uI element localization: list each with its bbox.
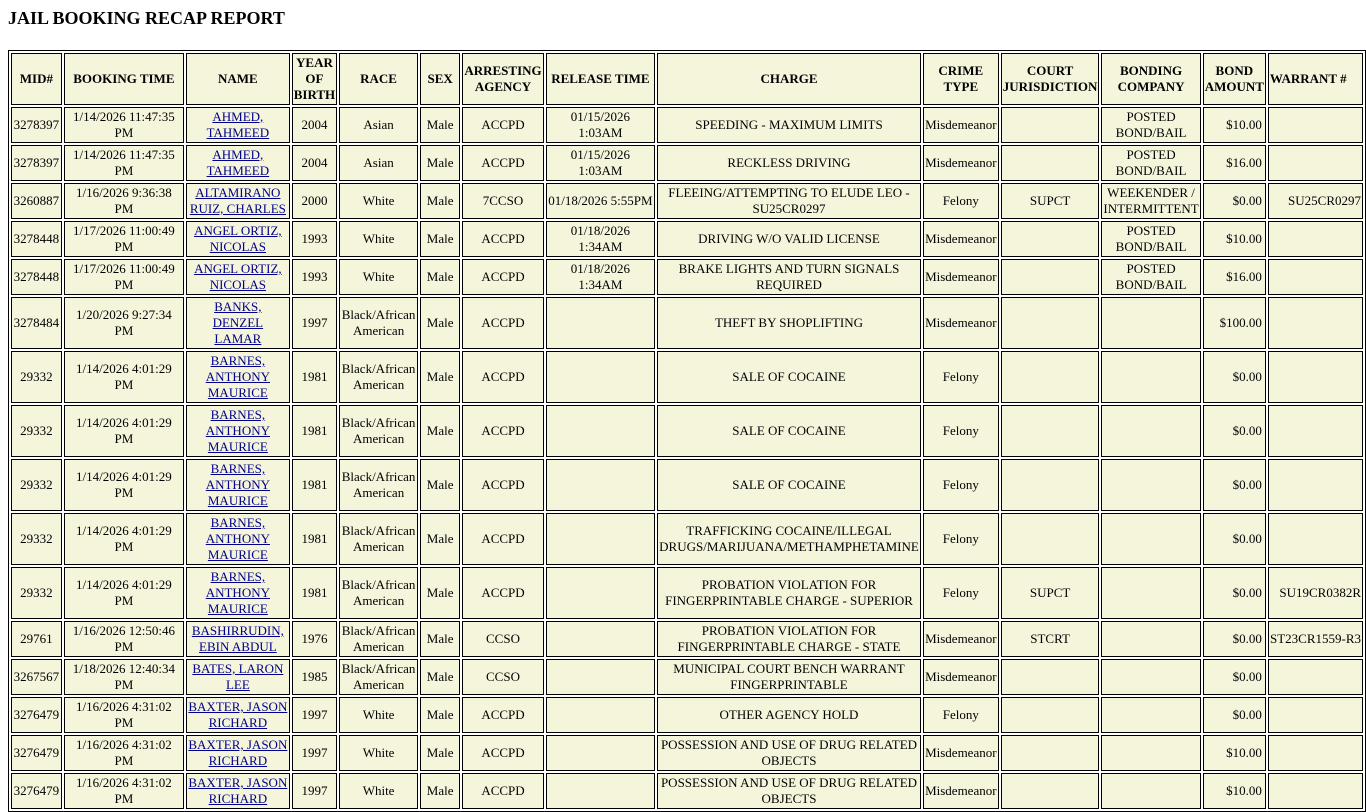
cell-booking-time: 1/14/2026 4:01:29 PM	[64, 513, 184, 565]
cell-arresting-agency: ACCPD	[462, 459, 543, 511]
cell-bond-amount: $10.00	[1203, 735, 1266, 771]
cell-court-jurisdiction	[1001, 513, 1100, 565]
cell-name	[186, 773, 290, 809]
cell-year-of-birth: 1997	[292, 697, 337, 733]
cell-arresting-agency: ACCPD	[462, 513, 543, 565]
cell-sex: Male	[420, 107, 460, 143]
cell-charge: SPEEDING - MAXIMUM LIMITS	[657, 107, 921, 143]
cell-warrant	[1268, 459, 1363, 511]
cell-mid: 3278397	[11, 107, 62, 143]
cell-warrant: SU19CR0382R	[1268, 567, 1363, 619]
cell-arresting-agency: CCSO	[462, 659, 543, 695]
header-arresting-agency: ARRESTING AGENCY	[462, 53, 543, 105]
cell-booking-time: 1/16/2026 4:31:02 PM	[64, 773, 184, 809]
cell-mid: 3278397	[11, 145, 62, 181]
header-release-time: RELEASE TIME	[546, 53, 656, 105]
cell-release-time: 01/15/2026 1:03AM	[546, 145, 656, 181]
cell-year-of-birth: 1981	[292, 405, 337, 457]
cell-warrant	[1268, 513, 1363, 565]
cell-release-time	[546, 513, 656, 565]
table-row	[11, 735, 1363, 771]
cell-release-time	[546, 351, 656, 403]
cell-race: Black/African American	[339, 659, 418, 695]
recap-table-body	[11, 107, 1363, 809]
inmate-name-link[interactable]: BARNES, ANTHONY MAURICE	[205, 461, 270, 508]
cell-name	[186, 405, 290, 457]
inmate-name-link[interactable]: BARNES, ANTHONY MAURICE	[205, 569, 270, 616]
cell-warrant	[1268, 773, 1363, 809]
cell-race: Black/African American	[339, 513, 418, 565]
cell-release-time: 01/18/2026 5:55PM	[546, 183, 656, 219]
cell-warrant	[1268, 221, 1363, 257]
cell-warrant	[1268, 107, 1363, 143]
header-booking-time: BOOKING TIME	[64, 53, 184, 105]
cell-mid: 3267567	[11, 659, 62, 695]
cell-booking-time: 1/20/2026 9:27:34 PM	[64, 297, 184, 349]
cell-name	[186, 107, 290, 143]
cell-mid: 29332	[11, 567, 62, 619]
cell-mid: 29332	[11, 459, 62, 511]
inmate-name-link[interactable]: BARNES, ANTHONY MAURICE	[205, 353, 270, 400]
cell-arresting-agency: ACCPD	[462, 221, 543, 257]
cell-mid: 29761	[11, 621, 62, 657]
cell-sex: Male	[420, 351, 460, 403]
cell-crime-type: Misdemeanor	[923, 259, 999, 295]
cell-bond-amount: $0.00	[1203, 621, 1266, 657]
header-bonding-company: BONDING COMPANY	[1101, 53, 1200, 105]
table-row	[11, 259, 1363, 295]
cell-court-jurisdiction	[1001, 405, 1100, 457]
cell-name	[186, 567, 290, 619]
cell-release-time	[546, 621, 656, 657]
cell-mid: 29332	[11, 513, 62, 565]
cell-warrant: SU25CR0297	[1268, 183, 1363, 219]
cell-mid: 3278448	[11, 221, 62, 257]
cell-bond-amount: $16.00	[1203, 259, 1266, 295]
cell-arresting-agency: ACCPD	[462, 259, 543, 295]
header-bond-amount: BOND AMOUNT	[1203, 53, 1266, 105]
cell-bond-amount: $10.00	[1203, 107, 1266, 143]
cell-arresting-agency: ACCPD	[462, 297, 543, 349]
cell-name	[186, 697, 290, 733]
recap-table-wrapper	[8, 50, 1366, 812]
cell-race: Black/African American	[339, 297, 418, 349]
cell-booking-time: 1/16/2026 4:31:02 PM	[64, 697, 184, 733]
header-race: RACE	[339, 53, 418, 105]
cell-arresting-agency: ACCPD	[462, 697, 543, 733]
cell-bonding-company	[1101, 351, 1200, 403]
inmate-name-link[interactable]: BANKS, DENZEL LAMAR	[212, 299, 264, 346]
cell-race: Black/African American	[339, 567, 418, 619]
cell-sex: Male	[420, 221, 460, 257]
cell-year-of-birth: 1997	[292, 735, 337, 771]
cell-year-of-birth: 2000	[292, 183, 337, 219]
cell-bonding-company	[1101, 513, 1200, 565]
cell-crime-type: Felony	[923, 405, 999, 457]
table-row	[11, 405, 1363, 457]
inmate-name-link[interactable]: BARNES, ANTHONY MAURICE	[205, 515, 270, 562]
cell-release-time	[546, 697, 656, 733]
cell-court-jurisdiction: SUPCT	[1001, 183, 1100, 219]
cell-charge: DRIVING W/O VALID LICENSE	[657, 221, 921, 257]
header-mid: MID#	[11, 53, 62, 105]
cell-mid: 29332	[11, 405, 62, 457]
cell-bond-amount: $0.00	[1203, 183, 1266, 219]
cell-release-time: 01/18/2026 1:34AM	[546, 259, 656, 295]
cell-crime-type: Misdemeanor	[923, 773, 999, 809]
cell-bonding-company	[1101, 405, 1200, 457]
cell-crime-type: Misdemeanor	[923, 735, 999, 771]
cell-charge: OTHER AGENCY HOLD	[657, 697, 921, 733]
cell-year-of-birth: 1993	[292, 259, 337, 295]
cell-arresting-agency: 7CCSO	[462, 183, 543, 219]
header-crime-type: CRIME TYPE	[923, 53, 999, 105]
cell-crime-type: Felony	[923, 183, 999, 219]
cell-mid: 3276479	[11, 697, 62, 733]
cell-court-jurisdiction	[1001, 773, 1100, 809]
cell-name	[186, 351, 290, 403]
cell-court-jurisdiction	[1001, 351, 1100, 403]
cell-warrant	[1268, 405, 1363, 457]
cell-court-jurisdiction: SUPCT	[1001, 567, 1100, 619]
inmate-name-link[interactable]: BARNES, ANTHONY MAURICE	[205, 407, 270, 454]
cell-charge: SALE OF COCAINE	[657, 405, 921, 457]
cell-bonding-company: POSTED BOND/BAIL	[1101, 107, 1200, 143]
header-sex: SEX	[420, 53, 460, 105]
table-row	[11, 621, 1363, 657]
cell-bonding-company	[1101, 735, 1200, 771]
cell-charge: MUNICIPAL COURT BENCH WARRANT FINGERPRINTABLE	[657, 659, 921, 695]
cell-name	[186, 183, 290, 219]
inmate-name-link[interactable]: BAXTER, JASON RICHARD	[188, 737, 288, 768]
cell-warrant	[1268, 145, 1363, 181]
cell-sex: Male	[420, 459, 460, 511]
cell-race: White	[339, 183, 418, 219]
cell-race: White	[339, 697, 418, 733]
cell-court-jurisdiction	[1001, 107, 1100, 143]
cell-race: Asian	[339, 145, 418, 181]
cell-court-jurisdiction	[1001, 297, 1100, 349]
cell-charge: POSSESSION AND USE OF DRUG RELATED OBJECTS	[657, 735, 921, 771]
cell-year-of-birth: 1981	[292, 567, 337, 619]
cell-mid: 3260887	[11, 183, 62, 219]
cell-release-time	[546, 735, 656, 771]
table-row	[11, 221, 1363, 257]
cell-name	[186, 259, 290, 295]
cell-arresting-agency: ACCPD	[462, 567, 543, 619]
cell-sex: Male	[420, 513, 460, 565]
cell-bond-amount: $0.00	[1203, 459, 1266, 511]
cell-court-jurisdiction	[1001, 259, 1100, 295]
cell-sex: Male	[420, 773, 460, 809]
cell-bond-amount: $10.00	[1203, 773, 1266, 809]
cell-booking-time: 1/14/2026 11:47:35 PM	[64, 107, 184, 143]
cell-bonding-company	[1101, 621, 1200, 657]
cell-arresting-agency: ACCPD	[462, 773, 543, 809]
cell-bond-amount: $0.00	[1203, 513, 1266, 565]
cell-crime-type: Misdemeanor	[923, 107, 999, 143]
cell-bonding-company: WEEKENDER / INTERMITTENT	[1101, 183, 1200, 219]
cell-sex: Male	[420, 659, 460, 695]
cell-booking-time: 1/16/2026 12:50:46 PM	[64, 621, 184, 657]
inmate-name-link[interactable]: ANGEL ORTIZ, NICOLAS	[194, 261, 282, 292]
table-row	[11, 351, 1363, 403]
cell-race: Black/African American	[339, 459, 418, 511]
cell-booking-time: 1/14/2026 4:01:29 PM	[64, 459, 184, 511]
cell-name	[186, 621, 290, 657]
inmate-name-link[interactable]: BASHIRRUDIN, EBIN ABDUL	[191, 623, 284, 654]
cell-mid: 3278448	[11, 259, 62, 295]
header-year-of-birth: YEAR OF BIRTH	[292, 53, 337, 105]
header-court-jurisdiction: COURT JURISDICTION	[1001, 53, 1100, 105]
cell-name	[186, 459, 290, 511]
cell-mid: 3276479	[11, 735, 62, 771]
cell-bond-amount: $16.00	[1203, 145, 1266, 181]
cell-sex: Male	[420, 697, 460, 733]
cell-year-of-birth: 1981	[292, 459, 337, 511]
cell-charge: FLEEING/ATTEMPTING TO ELUDE LEO - SU25CR0297	[657, 183, 921, 219]
table-row	[11, 297, 1363, 349]
cell-bond-amount: $0.00	[1203, 405, 1266, 457]
inmate-name-link[interactable]: ANGEL ORTIZ, NICOLAS	[194, 223, 282, 254]
page-title: JAIL BOOKING RECAP REPORT	[8, 8, 285, 28]
cell-arresting-agency: ACCPD	[462, 735, 543, 771]
cell-charge: PROBATION VIOLATION FOR FINGERPRINTABLE CHARGE - SUPERIOR	[657, 567, 921, 619]
inmate-name-link[interactable]: AHMED, TAHMEED	[206, 109, 270, 140]
cell-sex: Male	[420, 567, 460, 619]
cell-release-time: 01/18/2026 1:34AM	[546, 221, 656, 257]
cell-warrant	[1268, 259, 1363, 295]
cell-court-jurisdiction	[1001, 221, 1100, 257]
table-row	[11, 773, 1363, 809]
booking-recap-table	[8, 50, 1366, 812]
cell-charge: SALE OF COCAINE	[657, 459, 921, 511]
cell-booking-time: 1/14/2026 4:01:29 PM	[64, 405, 184, 457]
cell-crime-type: Misdemeanor	[923, 659, 999, 695]
cell-booking-time: 1/14/2026 11:47:35 PM	[64, 145, 184, 181]
inmate-name-link[interactable]: BATES, LARON LEE	[192, 661, 284, 692]
cell-bond-amount: $0.00	[1203, 351, 1266, 403]
cell-crime-type: Felony	[923, 351, 999, 403]
cell-crime-type: Felony	[923, 567, 999, 619]
cell-warrant	[1268, 659, 1363, 695]
cell-name	[186, 513, 290, 565]
cell-release-time	[546, 659, 656, 695]
cell-sex: Male	[420, 621, 460, 657]
cell-crime-type: Misdemeanor	[923, 145, 999, 181]
cell-race: White	[339, 773, 418, 809]
cell-bonding-company: POSTED BOND/BAIL	[1101, 145, 1200, 181]
cell-court-jurisdiction	[1001, 697, 1100, 733]
cell-warrant	[1268, 351, 1363, 403]
cell-charge: TRAFFICKING COCAINE/ILLEGAL DRUGS/MARIJUANA/METHAMPHETAMINE	[657, 513, 921, 565]
table-row	[11, 183, 1363, 219]
header-row	[11, 53, 1363, 105]
cell-year-of-birth: 2004	[292, 145, 337, 181]
cell-crime-type: Misdemeanor	[923, 621, 999, 657]
cell-race: Black/African American	[339, 351, 418, 403]
table-row	[11, 567, 1363, 619]
cell-mid: 3278484	[11, 297, 62, 349]
cell-court-jurisdiction: STCRT	[1001, 621, 1100, 657]
cell-crime-type: Misdemeanor	[923, 297, 999, 349]
cell-year-of-birth: 1985	[292, 659, 337, 695]
cell-name	[186, 145, 290, 181]
cell-mid: 29332	[11, 351, 62, 403]
cell-release-time	[546, 773, 656, 809]
cell-bond-amount: $0.00	[1203, 659, 1266, 695]
cell-name	[186, 659, 290, 695]
cell-bond-amount: $0.00	[1203, 697, 1266, 733]
cell-year-of-birth: 1993	[292, 221, 337, 257]
cell-bonding-company	[1101, 297, 1200, 349]
cell-court-jurisdiction	[1001, 145, 1100, 181]
cell-booking-time: 1/16/2026 4:31:02 PM	[64, 735, 184, 771]
cell-charge: RECKLESS DRIVING	[657, 145, 921, 181]
cell-race: Asian	[339, 107, 418, 143]
cell-warrant: ST23CR1559-R3	[1268, 621, 1363, 657]
table-row	[11, 459, 1363, 511]
cell-bond-amount: $100.00	[1203, 297, 1266, 349]
cell-booking-time: 1/18/2026 12:40:34 PM	[64, 659, 184, 695]
cell-crime-type: Misdemeanor	[923, 221, 999, 257]
cell-arresting-agency: ACCPD	[462, 145, 543, 181]
cell-sex: Male	[420, 405, 460, 457]
cell-bonding-company	[1101, 659, 1200, 695]
cell-charge: THEFT BY SHOPLIFTING	[657, 297, 921, 349]
cell-release-time	[546, 297, 656, 349]
cell-crime-type: Felony	[923, 697, 999, 733]
cell-name	[186, 221, 290, 257]
cell-year-of-birth: 1981	[292, 513, 337, 565]
table-row	[11, 659, 1363, 695]
cell-release-time	[546, 567, 656, 619]
cell-bond-amount: $0.00	[1203, 567, 1266, 619]
cell-year-of-birth: 2004	[292, 107, 337, 143]
cell-bond-amount: $10.00	[1203, 221, 1266, 257]
cell-charge: PROBATION VIOLATION FOR FINGERPRINTABLE CHARGE - STATE	[657, 621, 921, 657]
cell-charge: POSSESSION AND USE OF DRUG RELATED OBJECTS	[657, 773, 921, 809]
cell-sex: Male	[420, 183, 460, 219]
cell-race: White	[339, 259, 418, 295]
cell-year-of-birth: 1976	[292, 621, 337, 657]
cell-race: Black/African American	[339, 405, 418, 457]
cell-arresting-agency: CCSO	[462, 621, 543, 657]
cell-sex: Male	[420, 297, 460, 349]
cell-name	[186, 735, 290, 771]
cell-name	[186, 297, 290, 349]
table-row	[11, 697, 1363, 733]
cell-race: White	[339, 735, 418, 771]
header-warrant: WARRANT #	[1268, 53, 1363, 105]
inmate-name-link[interactable]: ALTAMIRANO RUIZ, CHARLES	[189, 185, 286, 216]
cell-court-jurisdiction	[1001, 659, 1100, 695]
cell-crime-type: Felony	[923, 459, 999, 511]
header-charge: CHARGE	[657, 53, 921, 105]
cell-release-time: 01/15/2026 1:03AM	[546, 107, 656, 143]
cell-booking-time: 1/14/2026 4:01:29 PM	[64, 351, 184, 403]
cell-arresting-agency: ACCPD	[462, 107, 543, 143]
cell-mid: 3276479	[11, 773, 62, 809]
cell-arresting-agency: ACCPD	[462, 405, 543, 457]
cell-bonding-company	[1101, 697, 1200, 733]
cell-arresting-agency: ACCPD	[462, 351, 543, 403]
cell-sex: Male	[420, 259, 460, 295]
cell-charge: SALE OF COCAINE	[657, 351, 921, 403]
cell-booking-time: 1/17/2026 11:00:49 PM	[64, 259, 184, 295]
cell-year-of-birth: 1981	[292, 351, 337, 403]
cell-warrant	[1268, 697, 1363, 733]
cell-race: White	[339, 221, 418, 257]
cell-booking-time: 1/17/2026 11:00:49 PM	[64, 221, 184, 257]
inmate-name-link[interactable]: BAXTER, JASON RICHARD	[188, 699, 288, 730]
cell-bonding-company	[1101, 459, 1200, 511]
inmate-name-link[interactable]: BAXTER, JASON RICHARD	[188, 775, 288, 806]
cell-booking-time: 1/16/2026 9:36:38 PM	[64, 183, 184, 219]
table-row	[11, 513, 1363, 565]
table-row	[11, 107, 1363, 143]
cell-bonding-company: POSTED BOND/BAIL	[1101, 259, 1200, 295]
cell-warrant	[1268, 297, 1363, 349]
table-row	[11, 145, 1363, 181]
cell-crime-type: Felony	[923, 513, 999, 565]
cell-court-jurisdiction	[1001, 735, 1100, 771]
inmate-name-link[interactable]: AHMED, TAHMEED	[206, 147, 270, 178]
cell-year-of-birth: 1997	[292, 297, 337, 349]
cell-bonding-company	[1101, 567, 1200, 619]
cell-release-time	[546, 405, 656, 457]
cell-race: Black/African American	[339, 621, 418, 657]
cell-court-jurisdiction	[1001, 459, 1100, 511]
cell-year-of-birth: 1997	[292, 773, 337, 809]
cell-sex: Male	[420, 145, 460, 181]
cell-bonding-company	[1101, 773, 1200, 809]
cell-warrant	[1268, 735, 1363, 771]
cell-charge: BRAKE LIGHTS AND TURN SIGNALS REQUIRED	[657, 259, 921, 295]
cell-sex: Male	[420, 735, 460, 771]
cell-release-time	[546, 459, 656, 511]
cell-bonding-company: POSTED BOND/BAIL	[1101, 221, 1200, 257]
cell-booking-time: 1/14/2026 4:01:29 PM	[64, 567, 184, 619]
header-name: NAME	[186, 53, 290, 105]
